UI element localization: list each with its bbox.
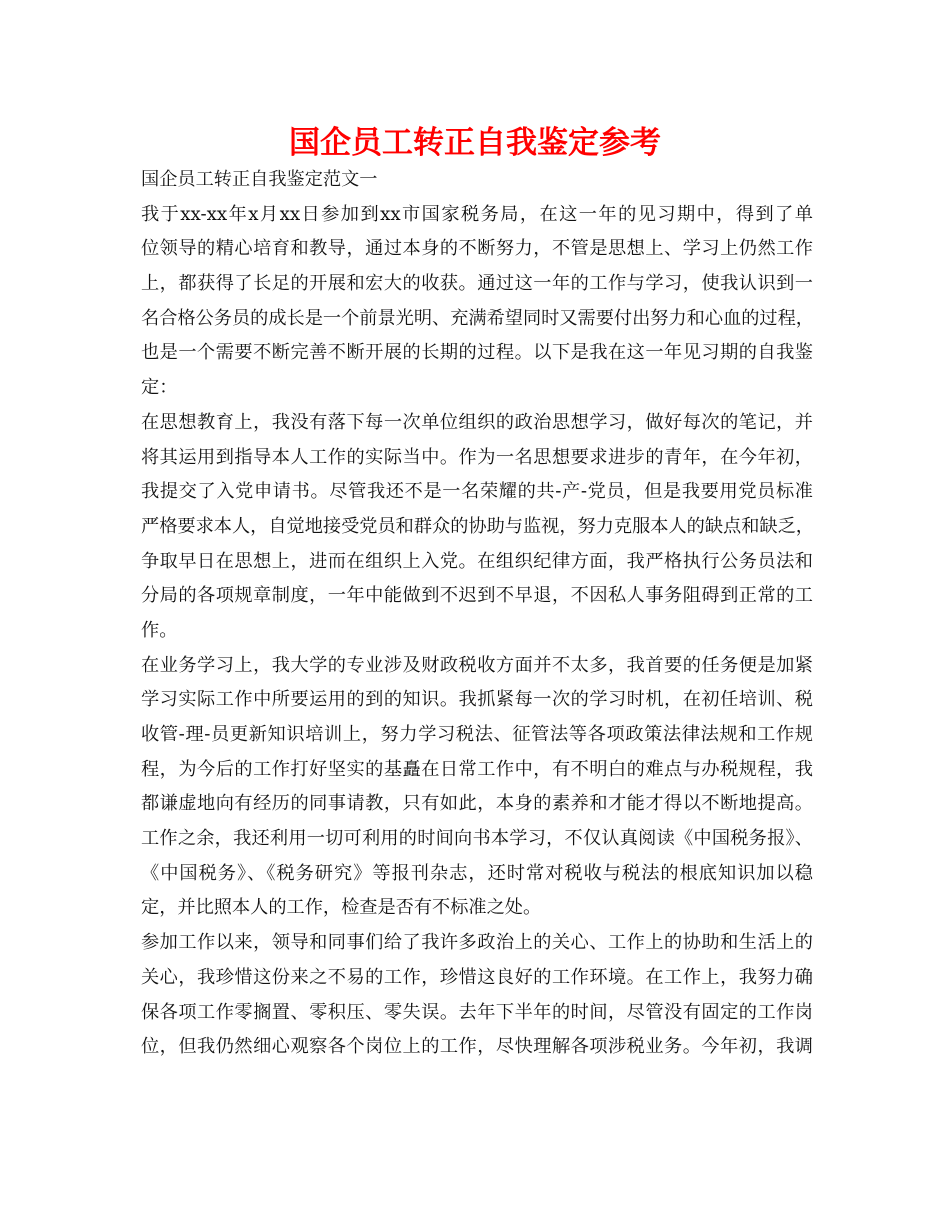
text-line: 分局的各项规章制度，一年中能做到不迟到不早退，不因私人事务阻碍到正常的工 [141, 585, 813, 607]
text-line: 工作之余，我还利用一切可利用的时间向书本学习，不仅认真阅读《中国税务报》、 [141, 828, 813, 850]
text-line: 位领导的精心培育和教导，通过本身的不断努力，不管是思想上、学习上仍然工作 [141, 238, 813, 260]
text-line: 上，都获得了长足的开展和宏大的收获。通过这一年的工作与学习，使我认识到一 [141, 273, 813, 295]
text-line: 争取早日在思想上，进而在组织上入党。在组织纪律方面，我严格执行公务员法和 [141, 550, 813, 572]
text-line: 名合格公务员的成长是一个前景光明、充满希望同时又需要付出努力和心血的过程， [141, 307, 814, 329]
text-line: 收管-理-员更新知识培训上，努力学习税法、征管法等各项政策法律法规和工作规 [141, 724, 813, 745]
text-line: 我提交了入党申请书。尽管我还不是一名荣耀的共-产-党员，但是我要用党员标准 [141, 481, 813, 503]
text-line: 定，并比照本人的工作，检查是否有不标准之处。 [141, 897, 542, 919]
text-line: 《中国税务》、《税务研究》等报刊杂志，还时常对税收与税法的根底知识加以稳 [141, 862, 813, 884]
text-line: 将其运用到指导本人工作的实际当中。作为一名思想要求进步的青年，在今年初， [141, 446, 813, 468]
text-line: 学习实际工作中所要运用的到的知识。我抓紧每一次的学习时机，在初任培训、税 [141, 689, 813, 711]
text-line: 在思想教育上，我没有落下每一次单位组织的政治思想学习，做好每次的笔记，并 [141, 411, 813, 433]
text-line: 作。 [141, 619, 178, 641]
text-line: 我于xx-xx年x月xx日参加到xx市国家税务局，在这一年的见习期中，得到了单 [141, 203, 813, 225]
document-title: 国企员工转正自我鉴定参考 [289, 125, 661, 161]
text-line: 国企员工转正自我鉴定范文一 [141, 169, 378, 190]
text-line: 程，为今后的工作打好坚实的基矗在日常工作中，有不明白的难点与办税规程，我 [141, 758, 813, 780]
text-line: 严格要求本人，自觉地接受党员和群众的协助与监视，努力克服本人的缺点和缺乏， [141, 515, 814, 537]
text-line: 保各项工作零搁置、零积压、零失误。去年下半年的时间，尽管没有固定的工作岗 [141, 1001, 813, 1023]
text-line: 关心，我珍惜这份来之不易的工作，珍惜这良好的工作环境。在工作上，我努力确 [141, 966, 813, 988]
text-line: 在业务学习上，我大学的专业涉及财政税收方面并不太多，我首要的任务便是加紧 [141, 654, 813, 676]
text-line: 定： [141, 377, 178, 399]
text-line: 也是一个需要不断完善不断开展的长期的过程。以下是我在这一年见习期的自我鉴 [141, 342, 813, 364]
document-body [141, 163, 821, 1065]
text-line: 参加工作以来，领导和同事们给了我许多政治上的关心、工作上的协助和生活上的 [141, 932, 813, 954]
text-line: 位，但我仍然细心观察各个岗位上的工作，尽快理解各项涉税业务。今年初，我调 [141, 1036, 813, 1058]
text-line: 都谦虚地向有经历的同事请教，只有如此，本身的素养和才能才得以不断地提高。 [141, 793, 813, 815]
